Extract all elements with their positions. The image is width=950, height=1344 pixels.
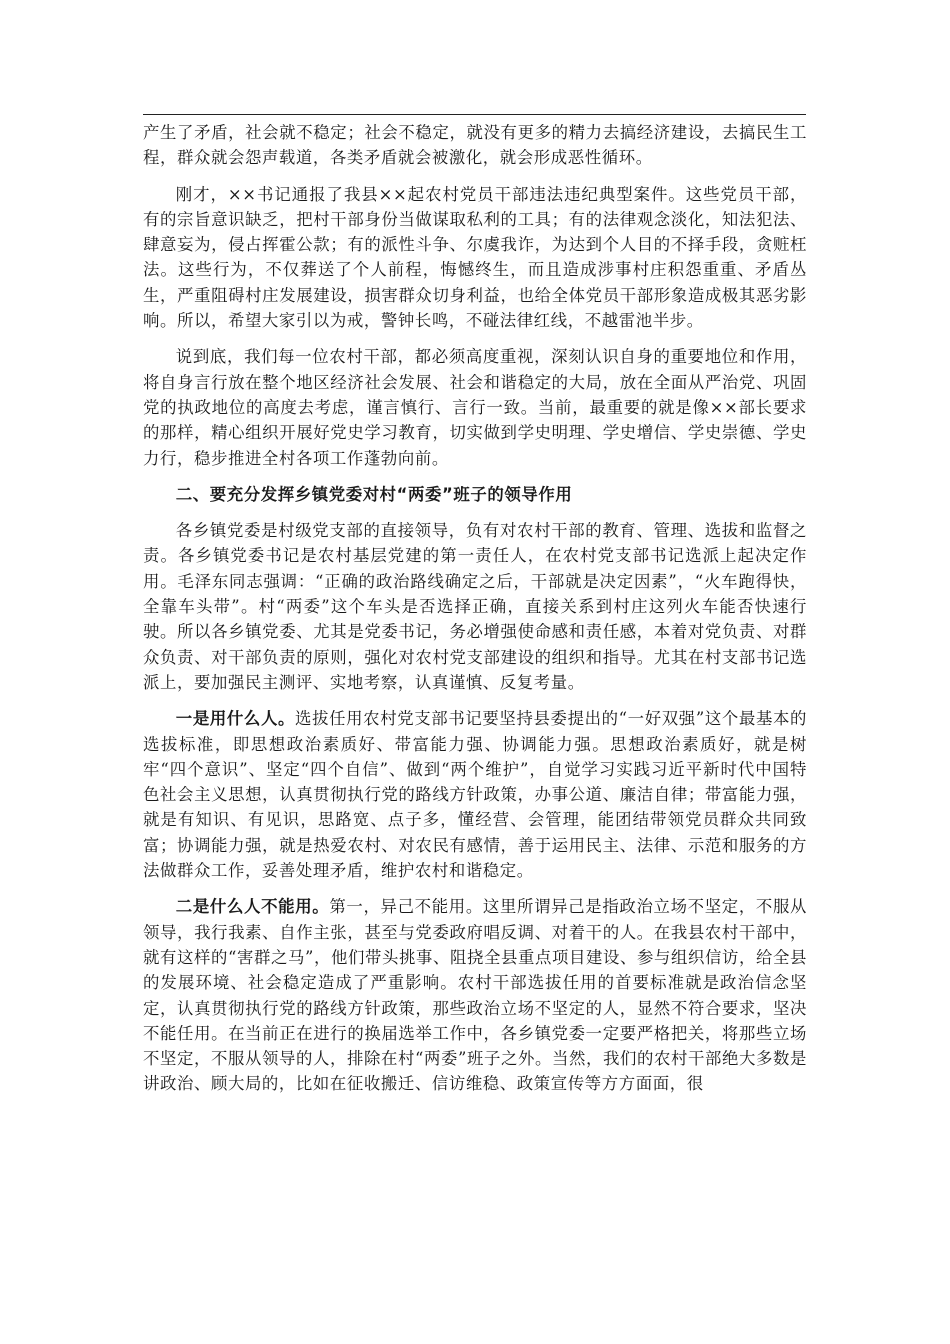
- section-heading: 二、要充分发挥乡镇党委对村“两委”班子的领导作用: [175, 484, 573, 504]
- paragraph-who-not-to-use: [143, 894, 807, 1096]
- lead-phrase-who-to-use: 一是用什么人。: [175, 709, 296, 729]
- paragraph-who-to-use: [143, 706, 807, 883]
- paragraph-party-committee: 各乡镇党委是村级党支部的直接领导，负有对农村干部的教育、管理、选拔和监督之责。各乡镇党委书记是农村基层党建的第一责任人，在农村党支部书记选派上起决定作用。毛泽东同志强调：“正确的政治路线确定之后，干部就是决定因素”，“火车跑得快，全靠车头带”。村“两委”这个车头是否选择正确，直接关系到村庄这列火车能否快速行驶。所以各乡镇党委、尤其是党委书记，务必增强使命感和责任感，本着对党负责、对群众负责、对干部负责的原则，强化对农村党支部建设的组织和指导。尤其在村支部书记选派上，要加强民主测评、实地考察，认真谨慎、反复考量。: [143, 521, 807, 692]
- body-who-to-use: 选拔任用农村党支部书记要坚持县委提出的“一好双强”这个最基本的选拔标准，即思想政治素质好、带富能力强、协调能力强。思想政治素质好，就是树牢“四个意识”、坚定“四个自信”、做到“两个维护”，自觉学习实践习近平新时代中国特色社会主义思想，认真贯彻执行党的路线方针政策，办事公道、廉洁自律；带富能力强，就是有知识、有见识，思路宽、点子多，懂经营、会管理，能团结带领党员群众共同致富；协调能力强，就是热爱农村、对农民有感情，善于运用民主、法律、示范和服务的方法做群众工作，妥善处理矛盾，维护农村和谐稳定。: [143, 709, 807, 881]
- paragraph-continuation: 产生了矛盾，社会就不稳定；社会不稳定，就没有更多的精力去搞经济建设，去搞民生工程，群众就会怨声载道，各类矛盾就会被激化，就会形成恶性循环。: [143, 123, 807, 168]
- body-who-not-to-use: 第一，异己不能用。这里所谓异己是指政治立场不坚定，不服从领导，我行我素、自作主张，甚至与党委政府唱反调、对着干的人。在我县农村干部中，就有这样的“害群之马”，他们带头挑事、阻挠全县重点项目建设、参与组织信访，给全县的发展环境、社会稳定造成了严重影响。农村干部选拔任用的首要标准就是政治信念坚定，认真贯彻执行党的路线方针政策，那些政治立场不坚定的人，显然不符合要求，坚决不能任用。在当前正在进行的换届选举工作中，各乡镇党委一定要严格把关，将那些立场不坚定，不服从领导的人，排除在村“两委”班子之外。当然，我们的农村干部绝大多数是讲政治、顾大局的，比如在征收搬迁、信访维稳、政策宣传等方方面面，很: [143, 897, 807, 1094]
- paragraph-case-report: 刚才，××书记通报了我县××起农村党员干部违法违纪典型案件。这些党员干部，有的宗旨意识缺乏，把村干部身份当做谋取私利的工具；有的法律观念淡化，知法犯法、肆意妄为，侵占挥霍公款；有的派性斗争、尔虞我诈，为达到个人目的不择手段，贪赃枉法。这些行为，不仅葬送了个人前程，悔憾终生，而且造成涉事村庄积怨重重、矛盾丛生，严重阻碍村庄发展建设，损害群众切身利益，也给全体党员干部形象造成极其恶劣影响。所以，希望大家引以为戒，警钟长鸣，不碰法律红线，不越雷池半步。: [143, 184, 807, 331]
- header-rule: [143, 114, 806, 115]
- document-body: [143, 120, 807, 1097]
- lead-phrase-who-not-to-use: 二是什么人不能用。: [175, 897, 330, 917]
- paragraph-conclusion: 说到底，我们每一位农村干部，都必须高度重视，深刻认识自身的重要地位和作用，将自身言行放在整个地区经济社会发展、社会和谐稳定的大局，放在全面从严治党、巩固党的执政地位的高度去考虑，谨言慎行、言行一致。当前，最重要的就是像××部长要求的那样，精心组织开展好党史学习教育，切实做到学史明理、学史增信、学史崇德、学史力行，稳步推进全村各项工作蓬勃向前。: [143, 347, 807, 468]
